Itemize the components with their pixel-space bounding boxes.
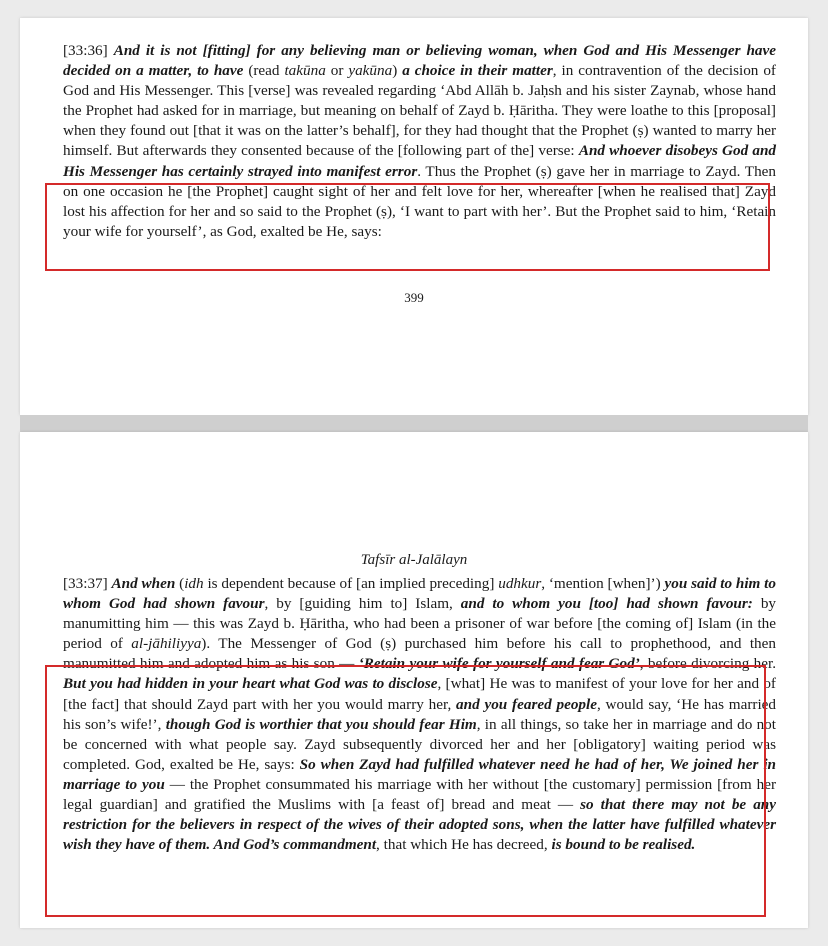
commentary-paragraph-33-37 [63, 574, 776, 855]
commentary-text: , ‘mention [when]’) [541, 575, 665, 592]
page-separator [20, 415, 808, 432]
commentary-text: . Thus the Prophet (ṣ) gave her in marriage to Zayd. Then on one occasion he [the Prophet] caught sight of her and felt love for her, whereafter [when he realised that] Zayd lost his affection for her and so said to the Prophet (ṣ), ‘I want to part with her’. But the Prophet said to him, ‘Retain your wife for yourself’, as God, exalted be He, says: [63, 162, 777, 240]
commentary-text: , by [guiding him to] Islam, [264, 595, 461, 613]
commentary-paragraph-33-36 [63, 41, 776, 242]
italic-term: udhkur [498, 575, 542, 592]
italic-term: al-jāhiliyya [131, 635, 202, 653]
commentary-text: ) [392, 62, 403, 80]
quran-verse-text: And whoever disobeys God and His Messenger has certainly strayed into manifest error [63, 142, 777, 180]
commentary-text: ). The Messenger of God (ṣ) purchased him before his call to prophethood, and then manumitted him and adopted him as his son — [63, 635, 776, 673]
commentary-text: , before divorcing her. [639, 655, 776, 673]
quran-verse-text: ‘Retain your wife for yourself and fear God’ [358, 655, 640, 673]
commentary-text: [33:36] [63, 42, 114, 59]
quran-verse-text: So when Zayd had fulfilled whatever need he had of her, We joined her in marriage to you [63, 755, 776, 793]
commentary-text: is dependent because of [an implied preceding] [203, 575, 499, 592]
quran-verse-text: and to whom you [too] had shown favour: [460, 595, 753, 613]
italic-term: takūna [284, 62, 326, 80]
italic-term: idh [184, 575, 204, 592]
book-page-next [20, 432, 808, 928]
commentary-text: ( [175, 575, 185, 592]
commentary-text: — the Prophet consummated his marriage with her without [the customary] permission [from her legal guardian] and gratified the Muslims with [a feast of] bread and meat — [63, 775, 776, 814]
quran-verse-text: a choice in their matter [402, 62, 553, 80]
commentary-text: or [325, 62, 349, 80]
book-page-399 [20, 18, 808, 415]
quran-verse-text: But you had hidden in your heart what God was to disclose [63, 675, 438, 693]
quran-verse-text: and you feared people [456, 695, 597, 713]
commentary-text: , in contravention of the decision of God and His Messenger. This [verse] was revealed regarding ‘Abd Allāh b. Jaḥsh and his sister Zaynab, whose hand the Prophet had asked for in marriage, but meaning on behalf of Zayd b. Ḥāritha. They were loathe to this [proposal] when they found out [that it was on the latter’s behalf], for they had thought that the Prophet (ṣ) wanted to marry her himself. But afterwards they consented because of the [following part of the] verse: [63, 62, 776, 160]
quran-verse-text: you said to him to whom God had shown favour [63, 575, 776, 613]
quran-verse-text: is bound to be realised. [551, 836, 696, 854]
running-header: Tafsīr al-Jalālayn [360, 552, 468, 568]
commentary-text: , [what] He was to manifest of your love for her and of [the fact] that should Zayd part with her you would marry her, [63, 675, 776, 713]
italic-term: yakūna [348, 62, 393, 80]
commentary-text: [33:37] [63, 575, 112, 592]
quran-verse-text: though God is worthier that you should fear Him [165, 715, 477, 733]
quran-verse-text: And it is not [fitting] for any believing man or believing woman, when God and His Messenger have decided on a matter, to have [63, 42, 776, 80]
commentary-text: by manumitting him — this was Zayd b. Ḥāritha, who had been a prisoner of war before [the coming of] Islam (in the period of [63, 595, 777, 653]
quran-verse-text: so that there may not be any restriction for the believers in respect of the wives of their adopted sons, when the latter have fulfilled whatever wish they have of them. And God’s commandment [63, 796, 776, 854]
commentary-text: , that which He has decreed, [376, 836, 552, 854]
commentary-text: (read [243, 62, 285, 80]
commentary-text: , in all things, so take her in marriage and do not be concerned with what people say. Zayd subsequently divorced her and her [obligatory] waiting period was completed. God, exalted be He, says: [63, 715, 776, 773]
quran-verse-text: And when [111, 575, 176, 592]
page-number: 399 [404, 290, 424, 305]
commentary-text: , would say, ‘He has married his son’s wife!’, [63, 695, 776, 733]
